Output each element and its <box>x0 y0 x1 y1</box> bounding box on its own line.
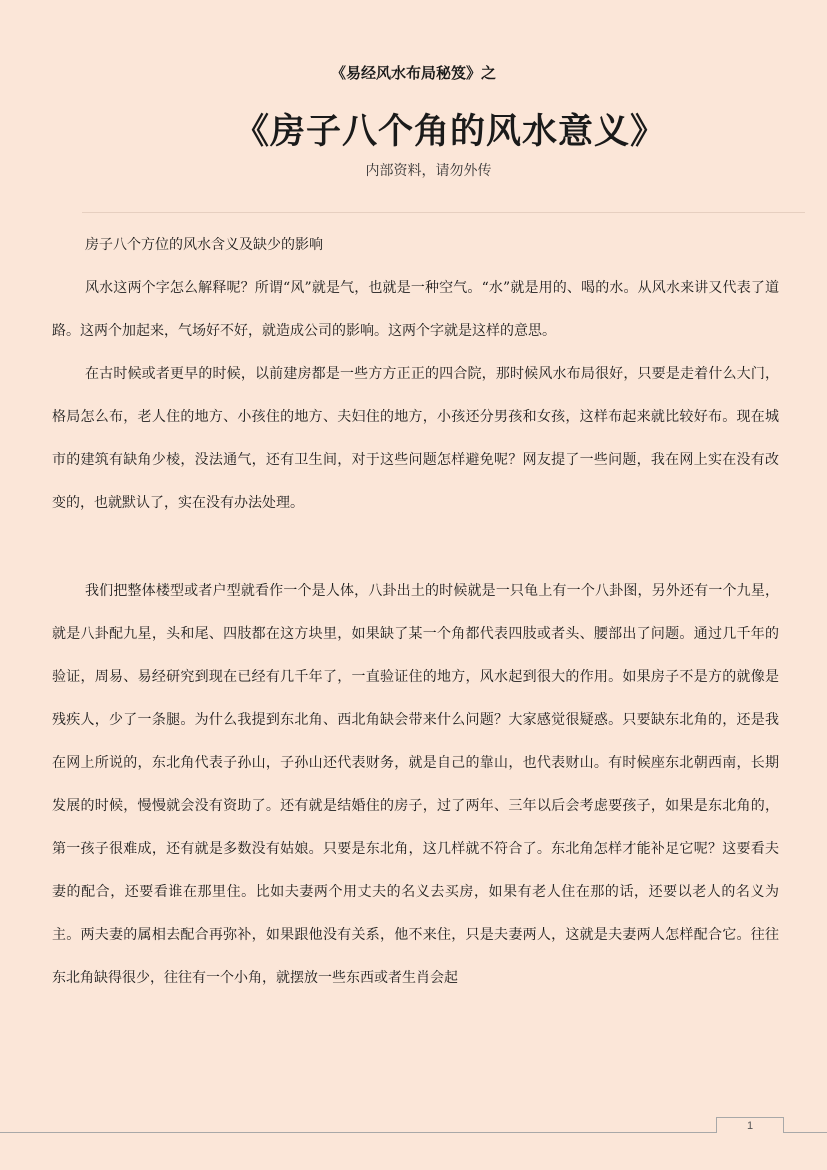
header-divider <box>82 212 805 213</box>
paragraph-1: 风水这两个字怎么解释呢？所谓“风”就是气，也就是一种空气。“水”就是用的、喝的水。从风水来讲又代表了道路。这两个加起来，气场好不好，就造成公司的影响。这两个字就是这样的意思。 <box>52 280 779 339</box>
series-title: 《易经风水布局秘笈》之 <box>330 64 496 82</box>
page-number: 1 <box>716 1117 784 1133</box>
paragraph-2: 在古时候或者更早的时候，以前建房都是一些方方正正的四合院，那时候风水布局很好，只要是走着什么大门，格局怎么布，老人住的地方、小孩住的地方、夫妇住的地方，小孩还分男孩和女孩，这样布起来就比较好布。现在城市的建筑有缺角少棱，没法通气，还有卫生间，对于这些问题怎样避免呢？网友提了一些问题，我在网上实在没有改变的，也就默认了，实在没有办法处理。 <box>52 366 779 511</box>
document-title: 《房子八个角的风水意义》 <box>233 112 666 152</box>
paragraph-3: 我们把整体楼型或者户型就看作一个是人体，八卦出土的时候就是一只龟上有一个八卦图，另外还有一个九星，就是八卦配九星，头和尾、四肢都在这方块里，如果缺了某一个角都代表四肢或者头、腰部出了问题。通过几千年的验证，周易、易经研究到现在已经有几千年了，一直验证住的地方，风水起到很大的作用。如果房子不是方的就像是残疾人，少了一条腿。为什么我提到东北角、西北角缺会带来什么问题？大家感觉很疑惑。只要缺东北角的，还是我在网上所说的，东北角代表子孙山，子孙山还代表财务，就是自己的靠山，也代表财山。有时候座东北朝西南，长期发展的时候，慢慢就会没有资助了。还有就是结婚住的房子，过了两年、三年以后会考虑要孩子，如果是东北角的，第一孩子很难成，还有就是多数没有姑娘。只要是东北角，这几样就不符合了。东北角怎样才能补足它呢？这要看夫妻的配合，还要看谁在那里住。比如夫妻两个用丈夫的名义去买房，如果有老人住在那的话，还要以老人的名义为主。两夫妻的属相去配合再弥补，如果跟他没有关系，他不来住，只是夫妻两人，这就是夫妻两人怎样配合它。往往东北角缺得很少，往往有一个小角，就摆放一些东西或者生肖会起 <box>52 583 779 986</box>
document-subtitle: 内部资料，请勿外传 <box>365 163 492 179</box>
section-heading: 房子八个方位的风水含义及缺少的影响 <box>85 237 323 253</box>
footer-divider <box>0 1132 827 1133</box>
